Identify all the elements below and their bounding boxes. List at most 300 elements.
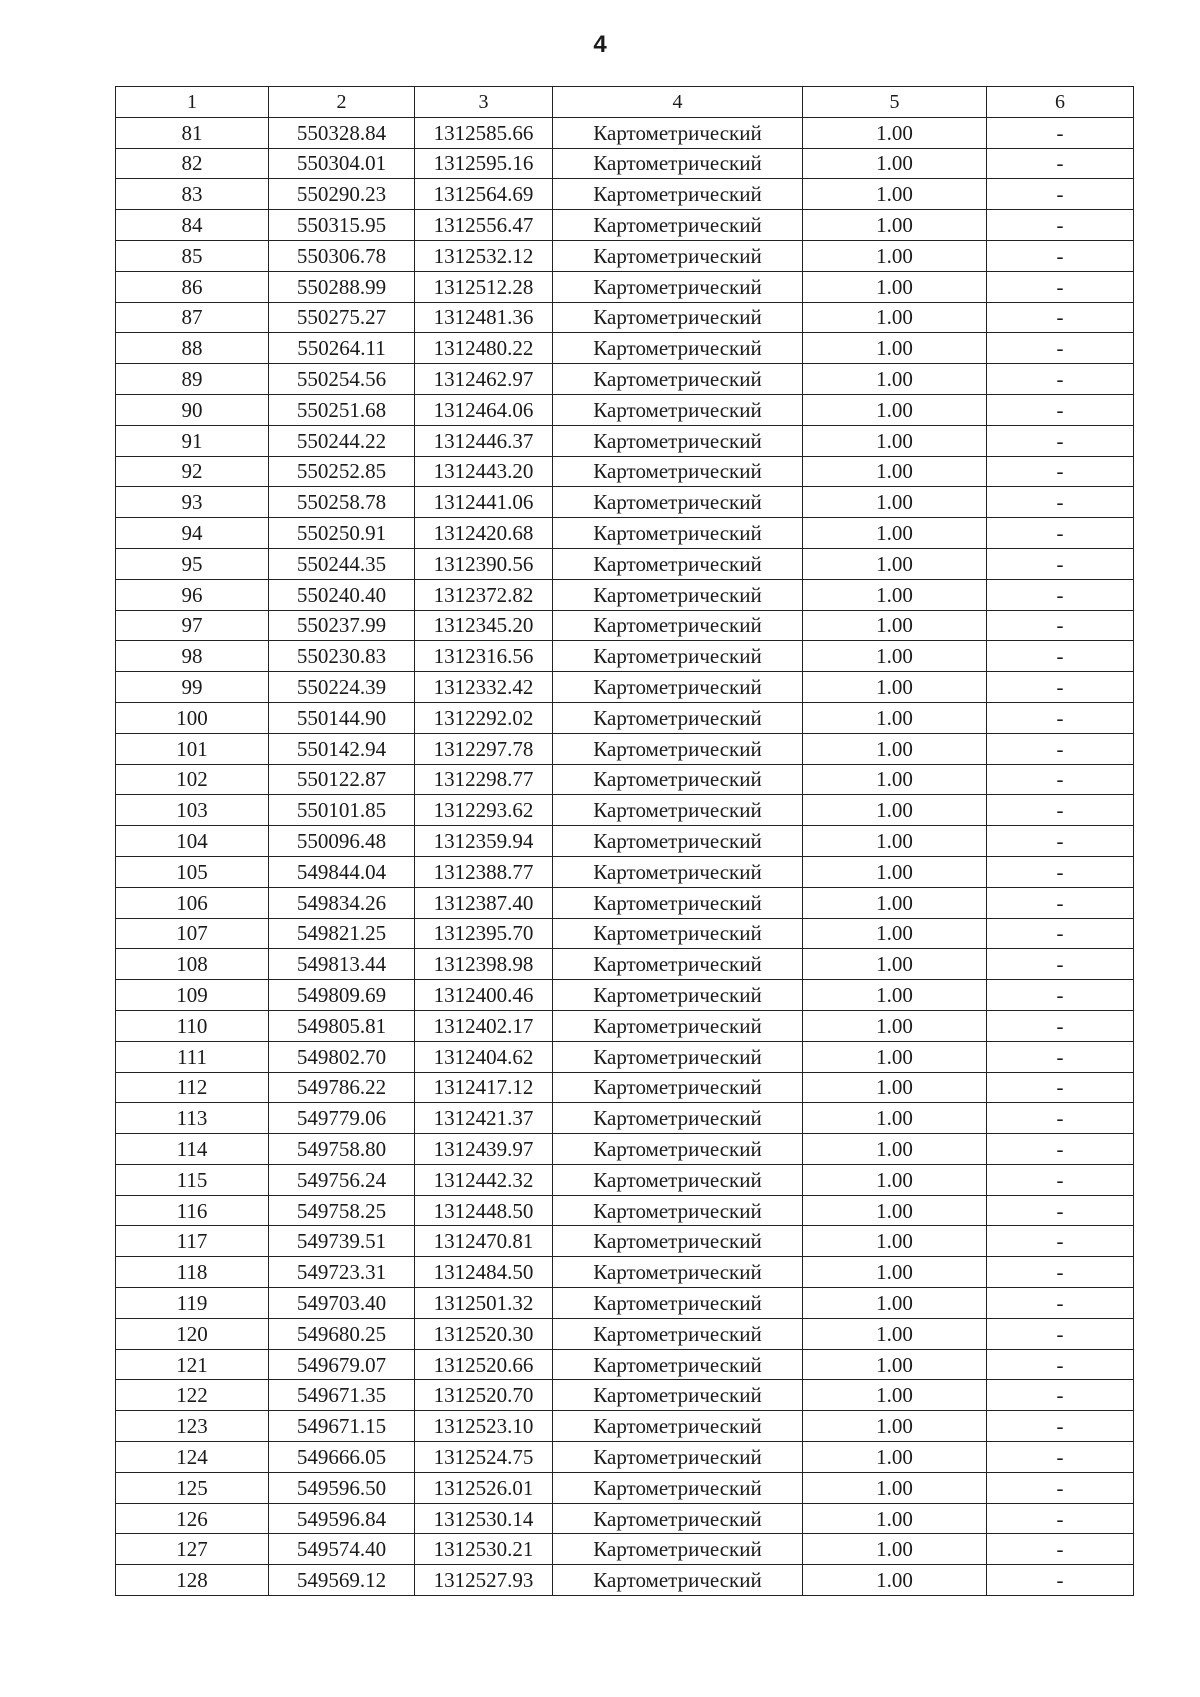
accuracy-cell: 1.00 xyxy=(803,1534,987,1565)
y-coordinate-cell: 1312530.21 xyxy=(415,1534,553,1565)
x-coordinate-cell: 550096.48 xyxy=(269,826,415,857)
point-number-cell: 113 xyxy=(116,1103,269,1134)
x-coordinate-cell: 549844.04 xyxy=(269,856,415,887)
accuracy-cell: 1.00 xyxy=(803,210,987,241)
point-number-cell: 105 xyxy=(116,856,269,887)
x-coordinate-cell: 549802.70 xyxy=(269,1041,415,1072)
point-number-cell: 112 xyxy=(116,1072,269,1103)
note-cell: - xyxy=(987,1380,1134,1411)
note-cell: - xyxy=(987,610,1134,641)
column-header: 3 xyxy=(415,87,553,118)
x-coordinate-cell: 549666.05 xyxy=(269,1442,415,1473)
y-coordinate-cell: 1312390.56 xyxy=(415,548,553,579)
column-header: 6 xyxy=(987,87,1134,118)
table-row xyxy=(116,856,1134,887)
x-coordinate-cell: 550244.22 xyxy=(269,425,415,456)
table-row xyxy=(116,271,1134,302)
method-cell: Картометрический xyxy=(553,240,803,271)
note-cell: - xyxy=(987,764,1134,795)
column-header: 1 xyxy=(116,87,269,118)
note-cell: - xyxy=(987,1257,1134,1288)
accuracy-cell: 1.00 xyxy=(803,394,987,425)
y-coordinate-cell: 1312484.50 xyxy=(415,1257,553,1288)
point-number-cell: 106 xyxy=(116,887,269,918)
accuracy-cell: 1.00 xyxy=(803,179,987,210)
table-row xyxy=(116,733,1134,764)
y-coordinate-cell: 1312387.40 xyxy=(415,887,553,918)
y-coordinate-cell: 1312564.69 xyxy=(415,179,553,210)
y-coordinate-cell: 1312293.62 xyxy=(415,795,553,826)
point-number-cell: 83 xyxy=(116,179,269,210)
method-cell: Картометрический xyxy=(553,179,803,210)
x-coordinate-cell: 550230.83 xyxy=(269,641,415,672)
table-body xyxy=(116,117,1134,1595)
y-coordinate-cell: 1312530.14 xyxy=(415,1503,553,1534)
table-row xyxy=(116,672,1134,703)
point-number-cell: 104 xyxy=(116,826,269,857)
table-row xyxy=(116,1072,1134,1103)
accuracy-cell: 1.00 xyxy=(803,1503,987,1534)
x-coordinate-cell: 550237.99 xyxy=(269,610,415,641)
note-cell: - xyxy=(987,456,1134,487)
point-number-cell: 84 xyxy=(116,210,269,241)
method-cell: Картометрический xyxy=(553,1534,803,1565)
accuracy-cell: 1.00 xyxy=(803,1041,987,1072)
table-row xyxy=(116,610,1134,641)
page-number: 4 xyxy=(593,31,607,58)
column-header: 4 xyxy=(553,87,803,118)
table-row xyxy=(116,641,1134,672)
column-header: 2 xyxy=(269,87,415,118)
accuracy-cell: 1.00 xyxy=(803,1318,987,1349)
method-cell: Картометрический xyxy=(553,1288,803,1319)
table-row xyxy=(116,1164,1134,1195)
note-cell: - xyxy=(987,733,1134,764)
accuracy-cell: 1.00 xyxy=(803,1288,987,1319)
method-cell: Картометрический xyxy=(553,302,803,333)
note-cell: - xyxy=(987,548,1134,579)
x-coordinate-cell: 550144.90 xyxy=(269,702,415,733)
method-cell: Картометрический xyxy=(553,856,803,887)
note-cell: - xyxy=(987,702,1134,733)
point-number-cell: 89 xyxy=(116,364,269,395)
table-row xyxy=(116,826,1134,857)
table-row xyxy=(116,333,1134,364)
accuracy-cell: 1.00 xyxy=(803,333,987,364)
table-row xyxy=(116,579,1134,610)
note-cell: - xyxy=(987,1226,1134,1257)
note-cell: - xyxy=(987,240,1134,271)
x-coordinate-cell: 550315.95 xyxy=(269,210,415,241)
table-row xyxy=(116,949,1134,980)
accuracy-cell: 1.00 xyxy=(803,887,987,918)
y-coordinate-cell: 1312402.17 xyxy=(415,1010,553,1041)
x-coordinate-cell: 550306.78 xyxy=(269,240,415,271)
point-number-cell: 107 xyxy=(116,918,269,949)
accuracy-cell: 1.00 xyxy=(803,1565,987,1596)
accuracy-cell: 1.00 xyxy=(803,733,987,764)
y-coordinate-cell: 1312442.32 xyxy=(415,1164,553,1195)
accuracy-cell: 1.00 xyxy=(803,672,987,703)
column-header: 5 xyxy=(803,87,987,118)
method-cell: Картометрический xyxy=(553,364,803,395)
point-number-cell: 122 xyxy=(116,1380,269,1411)
y-coordinate-cell: 1312526.01 xyxy=(415,1472,553,1503)
accuracy-cell: 1.00 xyxy=(803,1349,987,1380)
note-cell: - xyxy=(987,1010,1134,1041)
note-cell: - xyxy=(987,271,1134,302)
x-coordinate-cell: 549596.50 xyxy=(269,1472,415,1503)
x-coordinate-cell: 549786.22 xyxy=(269,1072,415,1103)
table-row xyxy=(116,1195,1134,1226)
x-coordinate-cell: 550275.27 xyxy=(269,302,415,333)
point-number-cell: 102 xyxy=(116,764,269,795)
accuracy-cell: 1.00 xyxy=(803,456,987,487)
y-coordinate-cell: 1312480.22 xyxy=(415,333,553,364)
method-cell: Картометрический xyxy=(553,333,803,364)
point-number-cell: 103 xyxy=(116,795,269,826)
point-number-cell: 100 xyxy=(116,702,269,733)
method-cell: Картометрический xyxy=(553,764,803,795)
accuracy-cell: 1.00 xyxy=(803,1257,987,1288)
note-cell: - xyxy=(987,1288,1134,1319)
table-row xyxy=(116,1318,1134,1349)
method-cell: Картометрический xyxy=(553,1349,803,1380)
note-cell: - xyxy=(987,1041,1134,1072)
point-number-cell: 120 xyxy=(116,1318,269,1349)
x-coordinate-cell: 550328.84 xyxy=(269,117,415,148)
accuracy-cell: 1.00 xyxy=(803,579,987,610)
table-row xyxy=(116,394,1134,425)
table-header-row xyxy=(116,87,1134,118)
y-coordinate-cell: 1312446.37 xyxy=(415,425,553,456)
table-row xyxy=(116,425,1134,456)
note-cell: - xyxy=(987,117,1134,148)
point-number-cell: 115 xyxy=(116,1164,269,1195)
method-cell: Картометрический xyxy=(553,672,803,703)
method-cell: Картометрический xyxy=(553,1195,803,1226)
y-coordinate-cell: 1312524.75 xyxy=(415,1442,553,1473)
y-coordinate-cell: 1312417.12 xyxy=(415,1072,553,1103)
y-coordinate-cell: 1312520.30 xyxy=(415,1318,553,1349)
point-number-cell: 92 xyxy=(116,456,269,487)
table-row xyxy=(116,1503,1134,1534)
point-number-cell: 91 xyxy=(116,425,269,456)
x-coordinate-cell: 550258.78 xyxy=(269,487,415,518)
point-number-cell: 117 xyxy=(116,1226,269,1257)
table-row xyxy=(116,1349,1134,1380)
x-coordinate-cell: 549809.69 xyxy=(269,980,415,1011)
x-coordinate-cell: 550251.68 xyxy=(269,394,415,425)
point-number-cell: 97 xyxy=(116,610,269,641)
table-row xyxy=(116,456,1134,487)
method-cell: Картометрический xyxy=(553,548,803,579)
note-cell: - xyxy=(987,394,1134,425)
y-coordinate-cell: 1312520.66 xyxy=(415,1349,553,1380)
point-number-cell: 128 xyxy=(116,1565,269,1596)
x-coordinate-cell: 549834.26 xyxy=(269,887,415,918)
y-coordinate-cell: 1312297.78 xyxy=(415,733,553,764)
point-number-cell: 118 xyxy=(116,1257,269,1288)
method-cell: Картометрический xyxy=(553,425,803,456)
method-cell: Картометрический xyxy=(553,918,803,949)
table-row xyxy=(116,1041,1134,1072)
note-cell: - xyxy=(987,179,1134,210)
table-row xyxy=(116,302,1134,333)
x-coordinate-cell: 550224.39 xyxy=(269,672,415,703)
point-number-cell: 123 xyxy=(116,1411,269,1442)
method-cell: Картометрический xyxy=(553,1472,803,1503)
method-cell: Картометрический xyxy=(553,610,803,641)
point-number-cell: 125 xyxy=(116,1472,269,1503)
y-coordinate-cell: 1312481.36 xyxy=(415,302,553,333)
method-cell: Картометрический xyxy=(553,980,803,1011)
y-coordinate-cell: 1312520.70 xyxy=(415,1380,553,1411)
x-coordinate-cell: 549679.07 xyxy=(269,1349,415,1380)
y-coordinate-cell: 1312462.97 xyxy=(415,364,553,395)
method-cell: Картометрический xyxy=(553,271,803,302)
x-coordinate-cell: 550142.94 xyxy=(269,733,415,764)
accuracy-cell: 1.00 xyxy=(803,856,987,887)
method-cell: Картометрический xyxy=(553,1010,803,1041)
y-coordinate-cell: 1312332.42 xyxy=(415,672,553,703)
point-number-cell: 99 xyxy=(116,672,269,703)
note-cell: - xyxy=(987,1134,1134,1165)
y-coordinate-cell: 1312523.10 xyxy=(415,1411,553,1442)
note-cell: - xyxy=(987,887,1134,918)
table-row xyxy=(116,795,1134,826)
x-coordinate-cell: 549758.25 xyxy=(269,1195,415,1226)
y-coordinate-cell: 1312316.56 xyxy=(415,641,553,672)
coordinates-table xyxy=(115,86,1134,1596)
table-row xyxy=(116,1134,1134,1165)
table-row xyxy=(116,980,1134,1011)
x-coordinate-cell: 549680.25 xyxy=(269,1318,415,1349)
note-cell: - xyxy=(987,1072,1134,1103)
method-cell: Картометрический xyxy=(553,1257,803,1288)
accuracy-cell: 1.00 xyxy=(803,364,987,395)
point-number-cell: 119 xyxy=(116,1288,269,1319)
note-cell: - xyxy=(987,672,1134,703)
accuracy-cell: 1.00 xyxy=(803,980,987,1011)
method-cell: Картометрический xyxy=(553,1072,803,1103)
method-cell: Картометрический xyxy=(553,210,803,241)
x-coordinate-cell: 549739.51 xyxy=(269,1226,415,1257)
accuracy-cell: 1.00 xyxy=(803,641,987,672)
x-coordinate-cell: 550240.40 xyxy=(269,579,415,610)
x-coordinate-cell: 549756.24 xyxy=(269,1164,415,1195)
note-cell: - xyxy=(987,980,1134,1011)
y-coordinate-cell: 1312345.20 xyxy=(415,610,553,641)
point-number-cell: 81 xyxy=(116,117,269,148)
method-cell: Картометрический xyxy=(553,1164,803,1195)
method-cell: Картометрический xyxy=(553,826,803,857)
x-coordinate-cell: 550101.85 xyxy=(269,795,415,826)
note-cell: - xyxy=(987,210,1134,241)
x-coordinate-cell: 550122.87 xyxy=(269,764,415,795)
note-cell: - xyxy=(987,856,1134,887)
point-number-cell: 93 xyxy=(116,487,269,518)
accuracy-cell: 1.00 xyxy=(803,548,987,579)
point-number-cell: 110 xyxy=(116,1010,269,1041)
note-cell: - xyxy=(987,1411,1134,1442)
y-coordinate-cell: 1312439.97 xyxy=(415,1134,553,1165)
point-number-cell: 111 xyxy=(116,1041,269,1072)
accuracy-cell: 1.00 xyxy=(803,764,987,795)
y-coordinate-cell: 1312298.77 xyxy=(415,764,553,795)
accuracy-cell: 1.00 xyxy=(803,1010,987,1041)
table-row xyxy=(116,487,1134,518)
x-coordinate-cell: 550252.85 xyxy=(269,456,415,487)
x-coordinate-cell: 549758.80 xyxy=(269,1134,415,1165)
method-cell: Картометрический xyxy=(553,456,803,487)
table-row xyxy=(116,1288,1134,1319)
note-cell: - xyxy=(987,1164,1134,1195)
note-cell: - xyxy=(987,518,1134,549)
method-cell: Картометрический xyxy=(553,1134,803,1165)
note-cell: - xyxy=(987,1195,1134,1226)
x-coordinate-cell: 549723.31 xyxy=(269,1257,415,1288)
accuracy-cell: 1.00 xyxy=(803,918,987,949)
y-coordinate-cell: 1312527.93 xyxy=(415,1565,553,1596)
accuracy-cell: 1.00 xyxy=(803,302,987,333)
x-coordinate-cell: 549821.25 xyxy=(269,918,415,949)
table-row xyxy=(116,518,1134,549)
table-row xyxy=(116,1010,1134,1041)
note-cell: - xyxy=(987,487,1134,518)
x-coordinate-cell: 550288.99 xyxy=(269,271,415,302)
method-cell: Картометрический xyxy=(553,733,803,764)
y-coordinate-cell: 1312292.02 xyxy=(415,702,553,733)
table-row xyxy=(116,1226,1134,1257)
y-coordinate-cell: 1312400.46 xyxy=(415,980,553,1011)
table-row xyxy=(116,148,1134,179)
point-number-cell: 116 xyxy=(116,1195,269,1226)
point-number-cell: 127 xyxy=(116,1534,269,1565)
method-cell: Картометрический xyxy=(553,487,803,518)
point-number-cell: 96 xyxy=(116,579,269,610)
accuracy-cell: 1.00 xyxy=(803,487,987,518)
note-cell: - xyxy=(987,425,1134,456)
y-coordinate-cell: 1312464.06 xyxy=(415,394,553,425)
accuracy-cell: 1.00 xyxy=(803,702,987,733)
x-coordinate-cell: 549813.44 xyxy=(269,949,415,980)
y-coordinate-cell: 1312443.20 xyxy=(415,456,553,487)
note-cell: - xyxy=(987,795,1134,826)
y-coordinate-cell: 1312404.62 xyxy=(415,1041,553,1072)
note-cell: - xyxy=(987,302,1134,333)
point-number-cell: 88 xyxy=(116,333,269,364)
x-coordinate-cell: 550244.35 xyxy=(269,548,415,579)
y-coordinate-cell: 1312470.81 xyxy=(415,1226,553,1257)
y-coordinate-cell: 1312532.12 xyxy=(415,240,553,271)
y-coordinate-cell: 1312388.77 xyxy=(415,856,553,887)
method-cell: Картометрический xyxy=(553,1041,803,1072)
table-row xyxy=(116,918,1134,949)
point-number-cell: 95 xyxy=(116,548,269,579)
accuracy-cell: 1.00 xyxy=(803,117,987,148)
accuracy-cell: 1.00 xyxy=(803,148,987,179)
point-number-cell: 98 xyxy=(116,641,269,672)
accuracy-cell: 1.00 xyxy=(803,795,987,826)
note-cell: - xyxy=(987,1318,1134,1349)
accuracy-cell: 1.00 xyxy=(803,1195,987,1226)
y-coordinate-cell: 1312398.98 xyxy=(415,949,553,980)
table-row xyxy=(116,887,1134,918)
y-coordinate-cell: 1312441.06 xyxy=(415,487,553,518)
accuracy-cell: 1.00 xyxy=(803,826,987,857)
point-number-cell: 85 xyxy=(116,240,269,271)
table-row xyxy=(116,1472,1134,1503)
method-cell: Картометрический xyxy=(553,641,803,672)
method-cell: Картометрический xyxy=(553,795,803,826)
point-number-cell: 87 xyxy=(116,302,269,333)
table-row xyxy=(116,364,1134,395)
x-coordinate-cell: 550264.11 xyxy=(269,333,415,364)
accuracy-cell: 1.00 xyxy=(803,271,987,302)
method-cell: Картометрический xyxy=(553,1226,803,1257)
point-number-cell: 124 xyxy=(116,1442,269,1473)
point-number-cell: 82 xyxy=(116,148,269,179)
point-number-cell: 114 xyxy=(116,1134,269,1165)
note-cell: - xyxy=(987,918,1134,949)
y-coordinate-cell: 1312595.16 xyxy=(415,148,553,179)
accuracy-cell: 1.00 xyxy=(803,1411,987,1442)
y-coordinate-cell: 1312421.37 xyxy=(415,1103,553,1134)
y-coordinate-cell: 1312420.68 xyxy=(415,518,553,549)
method-cell: Картометрический xyxy=(553,949,803,980)
y-coordinate-cell: 1312395.70 xyxy=(415,918,553,949)
table-row xyxy=(116,1442,1134,1473)
accuracy-cell: 1.00 xyxy=(803,1103,987,1134)
accuracy-cell: 1.00 xyxy=(803,1442,987,1473)
accuracy-cell: 1.00 xyxy=(803,1380,987,1411)
x-coordinate-cell: 549703.40 xyxy=(269,1288,415,1319)
x-coordinate-cell: 549574.40 xyxy=(269,1534,415,1565)
x-coordinate-cell: 550250.91 xyxy=(269,518,415,549)
point-number-cell: 126 xyxy=(116,1503,269,1534)
x-coordinate-cell: 549779.06 xyxy=(269,1103,415,1134)
x-coordinate-cell: 550304.01 xyxy=(269,148,415,179)
x-coordinate-cell: 550254.56 xyxy=(269,364,415,395)
accuracy-cell: 1.00 xyxy=(803,425,987,456)
table-row xyxy=(116,764,1134,795)
point-number-cell: 108 xyxy=(116,949,269,980)
x-coordinate-cell: 549671.15 xyxy=(269,1411,415,1442)
accuracy-cell: 1.00 xyxy=(803,610,987,641)
method-cell: Картометрический xyxy=(553,148,803,179)
method-cell: Картометрический xyxy=(553,1442,803,1473)
method-cell: Картометрический xyxy=(553,702,803,733)
table-row xyxy=(116,1411,1134,1442)
x-coordinate-cell: 549569.12 xyxy=(269,1565,415,1596)
y-coordinate-cell: 1312585.66 xyxy=(415,117,553,148)
method-cell: Картометрический xyxy=(553,518,803,549)
x-coordinate-cell: 549596.84 xyxy=(269,1503,415,1534)
point-number-cell: 101 xyxy=(116,733,269,764)
y-coordinate-cell: 1312448.50 xyxy=(415,1195,553,1226)
method-cell: Картометрический xyxy=(553,1411,803,1442)
method-cell: Картометрический xyxy=(553,579,803,610)
table-row xyxy=(116,548,1134,579)
y-coordinate-cell: 1312501.32 xyxy=(415,1288,553,1319)
method-cell: Картометрический xyxy=(553,1103,803,1134)
accuracy-cell: 1.00 xyxy=(803,240,987,271)
accuracy-cell: 1.00 xyxy=(803,1226,987,1257)
note-cell: - xyxy=(987,1472,1134,1503)
note-cell: - xyxy=(987,826,1134,857)
table-row xyxy=(116,1565,1134,1596)
